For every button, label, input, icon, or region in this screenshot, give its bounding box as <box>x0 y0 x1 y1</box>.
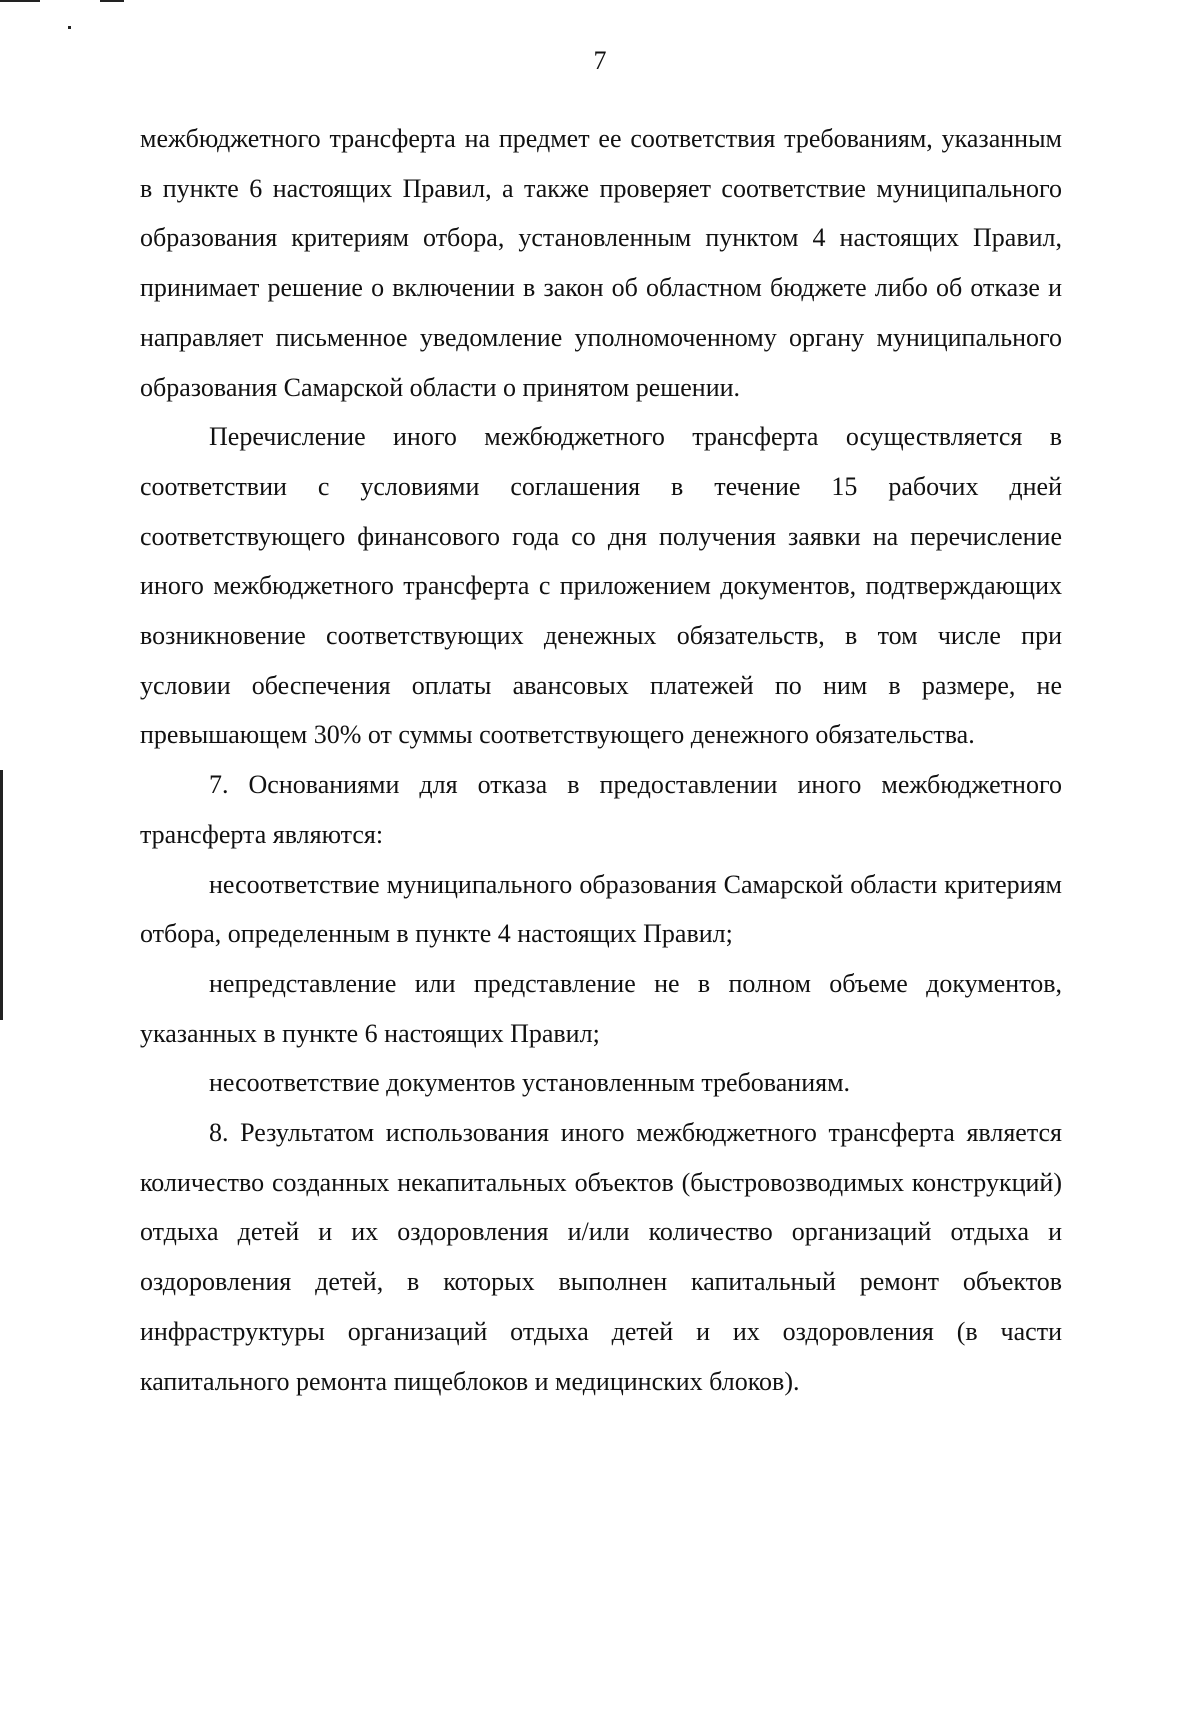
list-item: несоответствие документов установленным требованиям. <box>209 1068 851 1098</box>
page-number: 7 <box>593 46 607 75</box>
scan-mark <box>100 0 124 2</box>
paragraph-continuation: межбюджетного трансферта на предмет ее соответствия требованиям, указанным в пункте 6 настоящих Правил, а также проверяет соответствие муниципального образования критериям отбора, установленным пунктом 4 настоящих Правил, принимает решение о включении в закон об областном бюджете либо об отказе и направляет письменное уведомление уполномоченному органу муниципального образования Самарской области о принятом решении. <box>140 124 1062 402</box>
paragraph-section-7: 7. Основаниями для отказа в предоставлении иного межбюджетного трансферта являются: <box>140 770 1062 849</box>
paragraph-section-8: 8. Результатом использования иного межбюджетного трансферта является количество созданных некапитальных объектов (быстровозводимых конструкций) отдыха детей и их оздоровления и/или количество организаций отдыха и оздоровления детей, в которых выполнен капитальный ремонт объектов инфраструктуры организаций отдыха детей и их оздоровления (в части капитального ремонта пищеблоков и медицинских блоков). <box>140 1118 1062 1396</box>
scan-mark <box>68 26 71 29</box>
paragraph-transfer: Перечисление иного межбюджетного трансферта осуществляется в соответствии с условиями соглашения в течение 15 рабочих дней соответствующего финансового года со дня получения заявки на перечисление иного межбюджетного трансферта с приложением документов, подтверждающих возникновение соответствующих денежных обязательств, в том числе при условии обеспечения оплаты авансовых платежей по ним в размере, не превышающем 30% от суммы соответствующего денежного обязательства. <box>140 422 1062 750</box>
list-item: непредставление или представление не в полном объеме документов, указанных в пункте 6 настоящих Правил; <box>140 968 1062 1048</box>
document-body <box>140 114 1062 1406</box>
list-item: несоответствие муниципального образования Самарской области критериям отбора, определенным в пункте 4 настоящих Правил; <box>140 869 1062 949</box>
scan-mark <box>0 770 3 1020</box>
scan-mark <box>0 0 40 2</box>
